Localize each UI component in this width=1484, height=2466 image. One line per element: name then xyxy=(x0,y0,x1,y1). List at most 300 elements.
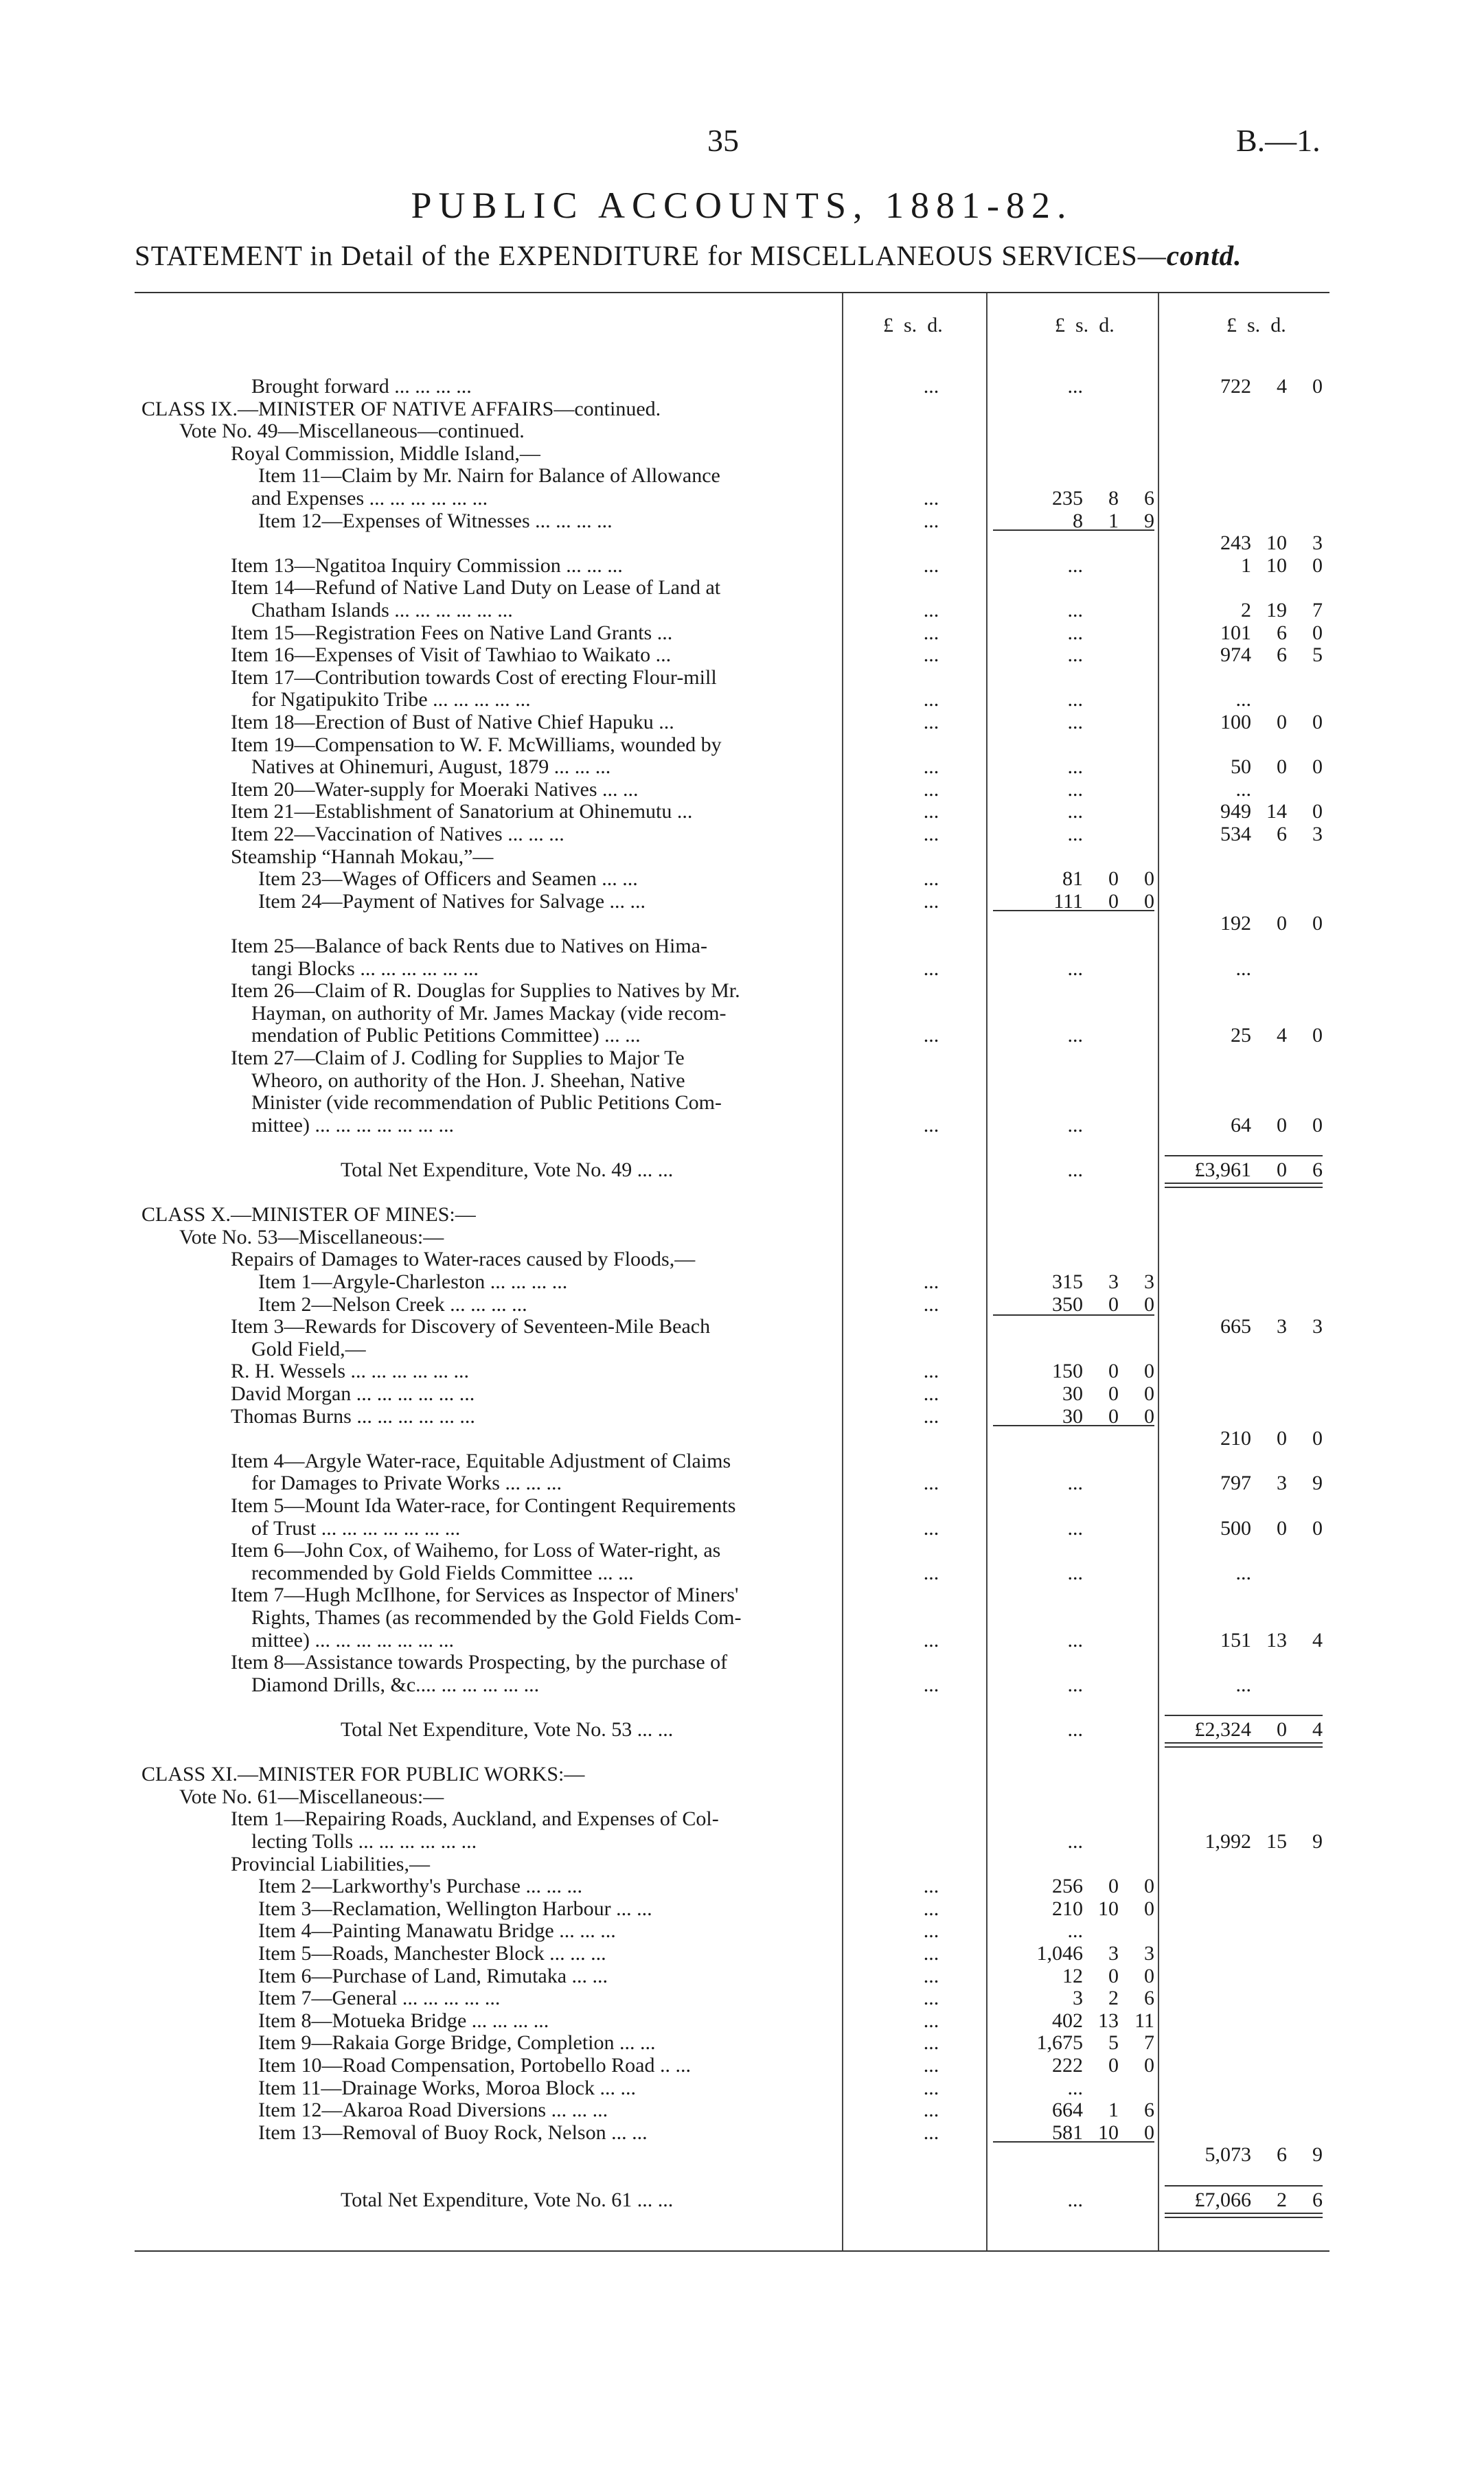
header-pence: d. xyxy=(1099,314,1115,336)
shillings-cell: 0 xyxy=(1277,1516,1287,1540)
amount-column-2 xyxy=(1000,1383,1154,1405)
leader-dots: ... xyxy=(923,777,939,801)
table-row xyxy=(135,1518,1329,1540)
table-row xyxy=(135,2144,1329,2166)
amount-column-2 xyxy=(1000,891,1154,913)
row-description: Item 22—Vaccination of Natives ... ... ... xyxy=(231,823,564,845)
table-row xyxy=(135,913,1329,935)
table-row xyxy=(135,801,1329,823)
amount-column-3 xyxy=(1165,1428,1323,1450)
row-description: for Damages to Private Works ... ... ... xyxy=(251,1472,562,1495)
amount-column-3 xyxy=(1165,1674,1323,1696)
leader-dots: ... xyxy=(923,2099,939,2122)
pounds-cell: 100 xyxy=(1220,711,1251,733)
row-description: Thomas Burns ... ... ... ... ... ... xyxy=(231,1404,475,1428)
pence-cell: 7 xyxy=(1312,599,1323,621)
pounds-cell: 210 xyxy=(1220,1427,1251,1450)
row-description: Item 16—Expenses of Visit of Tawhiao to Waikato ... xyxy=(231,643,672,667)
shillings-cell: 0 xyxy=(1277,1158,1287,1181)
pounds-cell: ... xyxy=(1067,375,1083,398)
pence-cell: 0 xyxy=(1144,1360,1154,1383)
row-description: Item 1—Repairing Roads, Auckland, and Expenses of Col- xyxy=(231,1807,719,1831)
row-description: Total Net Expenditure, Vote No. 49 ... ... xyxy=(341,1158,674,1181)
table-row xyxy=(135,980,1329,1002)
leader-dots: ... xyxy=(923,2054,939,2077)
amount-column-2 xyxy=(1000,1831,1154,1853)
table-row xyxy=(135,935,1329,957)
amount-column-2 xyxy=(1000,2055,1154,2077)
amount-column-3 xyxy=(1165,801,1323,823)
document-reference: B.—1. xyxy=(1236,123,1321,158)
table-row xyxy=(135,1360,1329,1382)
table-row xyxy=(135,846,1329,868)
pounds-cell: ... xyxy=(1067,1919,1083,1943)
table-row xyxy=(135,1786,1329,1808)
row-description: Item 12—Akaroa Road Diversions ... ... ... xyxy=(258,2099,608,2122)
row-description: Brought forward ... ... ... ... xyxy=(251,375,472,398)
total-rule-above xyxy=(1165,1715,1323,1716)
shillings-cell: 4 xyxy=(1277,375,1287,398)
amount-column-2 xyxy=(1000,622,1154,644)
table-row xyxy=(135,1742,1329,1763)
table-row xyxy=(135,1831,1329,1853)
amount-column-3 xyxy=(1165,711,1323,733)
table-row xyxy=(135,2010,1329,2032)
table-row xyxy=(135,1495,1329,1517)
table-row xyxy=(135,1562,1329,1584)
row-description: Total Net Expenditure, Vote No. 61 ... ... xyxy=(341,2188,674,2211)
table-row xyxy=(135,891,1329,913)
leader-dots: ... xyxy=(923,867,939,891)
amount-column-2 xyxy=(1000,1294,1154,1316)
pounds-cell: ... xyxy=(1067,1472,1083,1495)
pounds-cell: ... xyxy=(1067,1561,1083,1584)
pounds-cell: ... xyxy=(1067,553,1083,577)
table-row xyxy=(135,2077,1329,2099)
amount-column-2 xyxy=(1000,1406,1154,1428)
amount-column-2 xyxy=(1000,555,1154,577)
pounds-cell: ... xyxy=(1067,2188,1083,2211)
pounds-cell: ... xyxy=(1067,755,1083,779)
pounds-cell: 81 xyxy=(1062,867,1083,891)
table-row xyxy=(135,868,1329,890)
pence-cell: 9 xyxy=(1312,1830,1323,1853)
leader-dots: ... xyxy=(923,1360,939,1383)
amount-column-2 xyxy=(1000,1025,1154,1047)
expenditure-table xyxy=(135,292,1329,2252)
table-row xyxy=(135,1943,1329,1965)
pounds-cell: ... xyxy=(1067,643,1083,667)
table-row xyxy=(135,1875,1329,1897)
amount-column-3 xyxy=(1165,532,1323,554)
pounds-cell: 243 xyxy=(1220,532,1251,555)
pounds-cell: 949 xyxy=(1220,800,1251,823)
row-description: Item 9—Rakaia Gorge Bridge, Completion ... ... xyxy=(258,2031,656,2055)
shillings-cell: 10 xyxy=(1266,553,1287,577)
row-description: Vote No. 61—Miscellaneous:— xyxy=(179,1785,444,1808)
amount-column-2 xyxy=(1000,756,1154,778)
amount-column-2 xyxy=(1000,1472,1154,1494)
row-description: Rights, Thames (as recommended by the Gold Fields Com- xyxy=(251,1606,742,1629)
pounds-cell: 30 xyxy=(1062,1382,1083,1405)
subtitle-contd: contd. xyxy=(1166,240,1242,271)
amount-column-3 xyxy=(1165,622,1323,644)
shillings-cell: 3 xyxy=(1277,1315,1287,1338)
row-description: Item 3—Rewards for Discovery of Seventeen-Mile Beach xyxy=(231,1315,711,1338)
amount-column-2 xyxy=(1000,868,1154,890)
pounds-cell: 1,992 xyxy=(1205,1830,1251,1853)
table-row xyxy=(135,1025,1329,1047)
row-description: Item 19—Compensation to W. F. McWilliams, wounded by xyxy=(231,733,722,756)
table-row xyxy=(135,1070,1329,1092)
header-shillings: s. xyxy=(1247,314,1261,336)
row-description: Natives at Ohinemuri, August, 1879 ... ... ... xyxy=(251,755,611,779)
pounds-cell: ... xyxy=(1235,777,1251,801)
pounds-cell: £3,961 xyxy=(1194,1158,1251,1181)
pounds-cell: ... xyxy=(1067,1628,1083,1652)
leader-dots: ... xyxy=(923,1024,939,1047)
table-row xyxy=(135,1763,1329,1785)
shillings-cell: 6 xyxy=(1277,621,1287,644)
table-row xyxy=(135,1719,1329,1741)
shillings-cell: 0 xyxy=(1277,1427,1287,1450)
amount-column-3 xyxy=(1165,756,1323,778)
shillings-cell: 0 xyxy=(1108,1404,1119,1428)
amount-column-3 xyxy=(1165,1159,1323,1181)
table-row xyxy=(135,2055,1329,2077)
row-description: lecting Tolls ... ... ... ... ... ... xyxy=(251,1830,477,1853)
table-row xyxy=(135,443,1329,465)
pounds-cell: 50 xyxy=(1231,755,1251,779)
leader-dots: ... xyxy=(923,800,939,823)
row-description: Wheoro, on authority of the Hon. J. Sheehan, Native xyxy=(251,1069,685,1092)
amount-column-2 xyxy=(1000,1674,1154,1696)
table-row xyxy=(135,488,1329,510)
pounds-cell: ... xyxy=(1235,688,1251,711)
shillings-cell: 0 xyxy=(1108,2054,1119,2077)
subtotal-rule xyxy=(993,1314,1154,1316)
shillings-cell: 0 xyxy=(1277,1113,1287,1137)
pounds-cell: 111 xyxy=(1053,889,1083,913)
pounds-cell: ... xyxy=(1067,1673,1083,1696)
header-shillings: s. xyxy=(904,314,917,336)
row-description: Item 13—Removal of Buoy Rock, Nelson ... ... xyxy=(258,2121,648,2144)
header-pounds: £ xyxy=(1226,314,1237,336)
leader-dots: ... xyxy=(923,1292,939,1316)
row-description: Hayman, on authority of Mr. James Mackay (vide recom- xyxy=(251,1001,727,1025)
pence-cell: 6 xyxy=(1312,1158,1323,1181)
table-row xyxy=(135,1182,1329,1204)
pence-cell: 11 xyxy=(1134,2009,1154,2032)
row-description: of Trust ... ... ... ... ... ... ... xyxy=(251,1516,461,1540)
page-number: 35 xyxy=(707,123,739,158)
table-row xyxy=(135,1450,1329,1472)
row-description: Item 24—Payment of Natives for Salvage ... ... xyxy=(258,889,646,913)
pounds-cell: 974 xyxy=(1220,643,1251,667)
shillings-cell: 0 xyxy=(1277,1718,1287,1741)
shillings-cell: 6 xyxy=(1277,823,1287,845)
row-description: Item 2—Nelson Creek ... ... ... ... xyxy=(258,1292,527,1316)
leader-dots: ... xyxy=(923,2076,939,2099)
row-description: for Ngatipukito Tribe ... ... ... ... ... xyxy=(251,688,531,711)
row-description: Royal Commission, Middle Island,— xyxy=(231,442,540,465)
pounds-cell: ... xyxy=(1067,777,1083,801)
table-row xyxy=(135,1584,1329,1606)
amount-column-2 xyxy=(1000,2122,1154,2144)
row-description: Item 21—Establishment of Sanatorium at Ohinemutu ... xyxy=(231,800,693,823)
row-description: Item 8—Assistance towards Prospecting, by the purchase of xyxy=(231,1651,728,1674)
subtotal-rule xyxy=(993,1425,1154,1426)
shillings-cell: 1 xyxy=(1108,2099,1119,2122)
pence-cell: 6 xyxy=(1144,1987,1154,2010)
amount-column-3 xyxy=(1165,2189,1323,2211)
row-description: Provincial Liabilities,— xyxy=(231,1852,430,1875)
amount-column-3 xyxy=(1165,823,1323,845)
shillings-cell: 0 xyxy=(1108,1360,1119,1383)
subtitle-main: STATEMENT in Detail of the EXPENDITURE for MISCELLANEOUS SERVICES— xyxy=(135,240,1167,271)
table-row xyxy=(135,1987,1329,2009)
pounds-cell: ... xyxy=(1067,621,1083,644)
leader-dots: ... xyxy=(923,375,939,398)
pounds-cell: 150 xyxy=(1052,1360,1083,1383)
amount-column-2 xyxy=(1000,1115,1154,1137)
table-row xyxy=(135,465,1329,487)
amount-column-2 xyxy=(1000,1562,1154,1584)
leader-dots: ... xyxy=(923,755,939,779)
table-row xyxy=(135,555,1329,577)
table-row xyxy=(135,1630,1329,1652)
pence-cell: 0 xyxy=(1312,711,1323,733)
amount-column-2 xyxy=(1000,1159,1154,1181)
page-title: PUBLIC ACCOUNTS, 1881-82. xyxy=(411,185,1073,226)
pounds-cell: 151 xyxy=(1220,1628,1251,1652)
pence-cell: 6 xyxy=(1144,2099,1154,2122)
total-double-rule xyxy=(1165,1183,1323,1188)
pounds-cell: 192 xyxy=(1220,912,1251,935)
amount-column-2 xyxy=(1000,1271,1154,1293)
table-row xyxy=(135,1115,1329,1137)
amount-column-3 xyxy=(1165,1831,1323,1853)
leader-dots: ... xyxy=(923,509,939,532)
shillings-cell: 10 xyxy=(1098,2121,1119,2144)
amount-column-3 xyxy=(1165,779,1323,801)
row-description: Item 18—Erection of Bust of Native Chief Hapuku ... xyxy=(231,711,674,733)
table-row xyxy=(135,2122,1329,2144)
shillings-cell: 19 xyxy=(1266,599,1287,621)
pence-cell: 5 xyxy=(1312,643,1323,667)
pounds-cell: 722 xyxy=(1220,375,1251,398)
amount-column-3 xyxy=(1165,1472,1323,1494)
amount-column-2 xyxy=(1000,1630,1154,1652)
row-description: Gold Field,— xyxy=(251,1337,366,1360)
row-description: Item 8—Motueka Bridge ... ... ... ... xyxy=(258,2009,549,2032)
leader-dots: ... xyxy=(923,2121,939,2144)
amount-column-2 xyxy=(1000,600,1154,621)
pounds-cell: ... xyxy=(1067,1158,1083,1181)
pence-cell: 9 xyxy=(1312,1472,1323,1495)
row-description: Item 23—Wages of Officers and Seamen ... ... xyxy=(258,867,638,891)
leader-dots: ... xyxy=(923,1875,939,1898)
pence-cell: 0 xyxy=(1144,1404,1154,1428)
table-row xyxy=(135,734,1329,756)
amount-column-2 xyxy=(1000,1920,1154,1942)
amount-column-2 xyxy=(1000,1875,1154,1897)
leader-dots: ... xyxy=(923,1404,939,1428)
row-description: mendation of Public Petitions Committee) ... ... xyxy=(251,1024,641,1047)
leader-dots: ... xyxy=(923,1472,939,1495)
row-description: Chatham Islands ... ... ... ... ... ... xyxy=(251,599,513,621)
pence-cell: 9 xyxy=(1312,2143,1323,2167)
row-description: Item 1—Argyle-Charleston ... ... ... ... xyxy=(258,1270,568,1293)
pounds-cell: 500 xyxy=(1220,1516,1251,1540)
table-row xyxy=(135,2032,1329,2054)
table-row xyxy=(135,1137,1329,1158)
amount-column-2 xyxy=(1000,1518,1154,1540)
amount-column-3 xyxy=(1165,555,1323,577)
amount-column-2 xyxy=(1000,801,1154,823)
shillings-cell: 0 xyxy=(1108,1875,1119,1898)
amount-column-2 xyxy=(1000,2077,1154,2099)
row-description: Item 27—Claim of J. Codling for Supplies to Major Te xyxy=(231,1047,685,1069)
table-row xyxy=(135,1808,1329,1830)
table-row xyxy=(135,1898,1329,1920)
row-description: Item 15—Registration Fees on Native Land Grants ... xyxy=(231,621,673,644)
pence-cell: 0 xyxy=(1144,889,1154,913)
leader-dots: ... xyxy=(923,1270,939,1293)
pounds-cell: 25 xyxy=(1231,1024,1251,1047)
pounds-cell: ... xyxy=(1067,599,1083,621)
header-pence: d. xyxy=(1270,314,1286,336)
table-row xyxy=(135,1540,1329,1562)
table-row xyxy=(135,644,1329,666)
pounds-cell: ... xyxy=(1235,1673,1251,1696)
pence-cell: 0 xyxy=(1312,1113,1323,1137)
pence-cell: 0 xyxy=(1312,800,1323,823)
leader-dots: ... xyxy=(923,1964,939,1987)
table-row xyxy=(135,823,1329,845)
row-description: Item 26—Claim of R. Douglas for Supplies to Natives by Mr. xyxy=(231,979,740,1003)
pence-cell: 0 xyxy=(1144,1382,1154,1405)
leader-dots: ... xyxy=(923,621,939,644)
shillings-cell: 10 xyxy=(1266,532,1287,555)
amount-column-3 xyxy=(1165,1562,1323,1584)
leader-dots: ... xyxy=(923,599,939,621)
amount-column-2 xyxy=(1000,1719,1154,1741)
total-rule-above xyxy=(1165,1155,1323,1156)
shillings-cell: 5 xyxy=(1108,2031,1119,2055)
shillings-cell: 3 xyxy=(1108,1942,1119,1965)
row-description: CLASS XI.—MINISTER FOR PUBLIC WORKS:— xyxy=(141,1763,585,1786)
leader-dots: ... xyxy=(923,2031,939,2055)
pounds-cell: 1 xyxy=(1241,553,1251,577)
row-description: Item 4—Painting Manawatu Bridge ... ... ... xyxy=(258,1919,616,1943)
row-description: mittee) ... ... ... ... ... ... ... xyxy=(251,1628,454,1652)
leader-dots: ... xyxy=(923,487,939,510)
table-row xyxy=(135,756,1329,778)
row-description: Steamship “Hannah Mokau,”— xyxy=(231,845,494,868)
leader-dots: ... xyxy=(923,1628,939,1652)
amount-column-2 xyxy=(1000,711,1154,733)
table-row xyxy=(135,622,1329,644)
leader-dots: ... xyxy=(923,1561,939,1584)
pence-cell: 0 xyxy=(1312,755,1323,779)
pounds-cell: ... xyxy=(1067,711,1083,733)
pounds-cell: 665 xyxy=(1220,1315,1251,1338)
table-row xyxy=(135,510,1329,532)
amount-column-2 xyxy=(1000,1987,1154,2009)
table-row xyxy=(135,2189,1329,2211)
pounds-cell: 315 xyxy=(1052,1270,1083,1293)
amount-column-3 xyxy=(1165,2144,1323,2166)
shillings-cell: 0 xyxy=(1108,1382,1119,1405)
pence-cell: 0 xyxy=(1312,1516,1323,1540)
table-row xyxy=(135,1674,1329,1696)
shillings-cell: 8 xyxy=(1108,487,1119,510)
shillings-cell: 15 xyxy=(1266,1830,1287,1853)
row-description: Item 6—Purchase of Land, Rimutaka ... ... xyxy=(258,1964,608,1987)
leader-dots: ... xyxy=(923,1987,939,2010)
amount-column-2 xyxy=(1000,2010,1154,2032)
leader-dots: ... xyxy=(923,1919,939,1943)
pounds-cell: ... xyxy=(1067,957,1083,980)
row-description: Item 20—Water-supply for Moeraki Natives ... ... xyxy=(231,777,639,801)
pounds-cell: ... xyxy=(1067,1024,1083,1047)
shillings-cell: 4 xyxy=(1277,1024,1287,1047)
pence-cell: 0 xyxy=(1144,867,1154,891)
table-row xyxy=(135,1159,1329,1181)
shillings-cell: 2 xyxy=(1108,1987,1119,2010)
amount-column-3 xyxy=(1165,600,1323,621)
table-row xyxy=(135,1472,1329,1494)
total-double-rule xyxy=(1165,1742,1323,1748)
pounds-cell: 350 xyxy=(1052,1292,1083,1316)
shillings-cell: 14 xyxy=(1266,800,1287,823)
row-description: Item 4—Argyle Water-race, Equitable Adjustment of Claims xyxy=(231,1449,731,1472)
row-description: Item 3—Reclamation, Wellington Harbour ... ... xyxy=(258,1897,652,1920)
pence-cell: 0 xyxy=(1312,1427,1323,1450)
table-row xyxy=(135,1853,1329,1875)
row-description: Vote No. 49—Miscellaneous—continued. xyxy=(179,420,525,443)
amount-column-3 xyxy=(1165,1115,1323,1137)
row-description: CLASS X.—MINISTER OF MINES:— xyxy=(141,1203,476,1226)
table-row xyxy=(135,779,1329,801)
pounds-cell: 2 xyxy=(1241,599,1251,621)
pounds-cell: 534 xyxy=(1220,823,1251,845)
table-row xyxy=(135,1294,1329,1316)
row-description: Diamond Drills, &c.... ... ... ... ... ... xyxy=(251,1673,540,1696)
row-description: Item 5—Roads, Manchester Block ... ... ... xyxy=(258,1942,606,1965)
table-row xyxy=(135,1204,1329,1226)
pounds-cell: ... xyxy=(1067,1830,1083,1853)
amount-column-3 xyxy=(1165,1630,1323,1652)
pence-cell: 0 xyxy=(1144,2054,1154,2077)
table-row xyxy=(135,1428,1329,1450)
amount-column-2 xyxy=(1000,1965,1154,1987)
row-description: Item 5—Mount Ida Water-race, for Contingent Requirements xyxy=(231,1494,736,1517)
leader-dots: ... xyxy=(923,957,939,980)
pence-cell: 6 xyxy=(1312,2188,1323,2211)
amount-column-2 xyxy=(1000,779,1154,801)
amount-column-3 xyxy=(1165,1719,1323,1741)
leader-dots: ... xyxy=(923,688,939,711)
pounds-cell: 3 xyxy=(1073,1987,1083,2010)
shillings-cell: 2 xyxy=(1277,2188,1287,2211)
pounds-cell: ... xyxy=(1235,957,1251,980)
table-row xyxy=(135,398,1329,420)
amount-column-2 xyxy=(1000,376,1154,398)
leader-dots: ... xyxy=(923,1516,939,1540)
row-description: Item 11—Claim by Mr. Nairn for Balance of Allowance xyxy=(258,464,720,488)
